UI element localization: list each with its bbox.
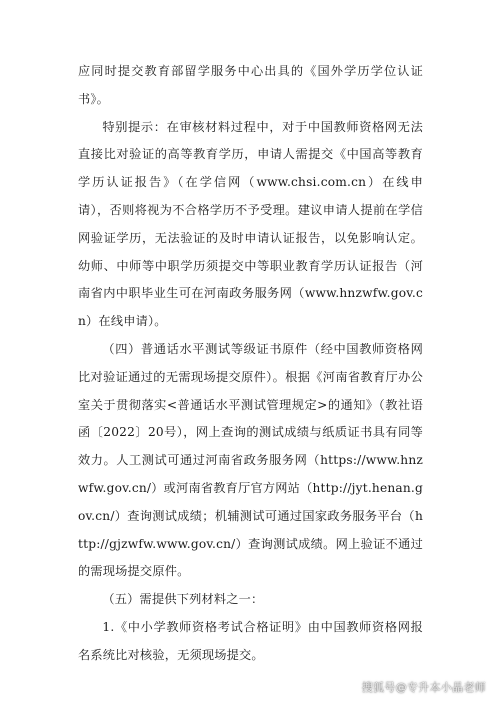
paragraph-exam-certificate-item: 1.《中小学教师资格考试合格证明》由中国教师资格网报名系统比对核验，无须现场提交。 bbox=[78, 619, 423, 662]
paragraph-section-five-heading: （五）需提供下列材料之一： bbox=[102, 592, 264, 607]
paragraph-mandarin-certificate: （四）普通话水平测试等级证书原件（经中国教师资格网比对验证通过的无需现场提交原件）。根据《河南省教育厅办公室关于贯彻落实<普通话水平测试管理规定>的通知》（教社语函〔2022〕20号），网上查询的测试成绩与纸质证书具有同等效力。人工测试可通过河南省政务服务网（https://www.hnzwfw.gov.cn/）或河南省教育厅官方网站（http://jyt.henan.gov.cn/）查询测试成绩；机辅测试可通过国家政务服务平台（http://gjzwfw.www.gov.cn/）查询测试成绩。网上验证不通过的需现场提交原件。 bbox=[78, 341, 423, 579]
watermark-text: 搜狐号@专升本小晶老师 bbox=[361, 681, 486, 694]
paragraph-foreign-degree-certification: 应同时提交教育部留学服务中心出具的《国外学历学位认证书》。 bbox=[78, 64, 423, 106]
document-body bbox=[78, 58, 423, 670]
paragraph-special-notice: 特别提示：在审核材料过程中，对于中国教师资格网无法直接比对验证的高等教育学历，申请人需提交《中国高等教育学历认证报告》（在学信网（www.chsi.com.cn）在线申请），否则将视为不合格学历不予受理。建议申请人提前在学信网验证学历，无法验证的及时申请认证报告，以免影响认定。幼师、中师等中职学历须提交中等职业教育学历认证报告（河南省内中职毕业生可在河南政务服务网（www.hnzwfw.gov.cn）在线申请）。 bbox=[78, 119, 423, 329]
